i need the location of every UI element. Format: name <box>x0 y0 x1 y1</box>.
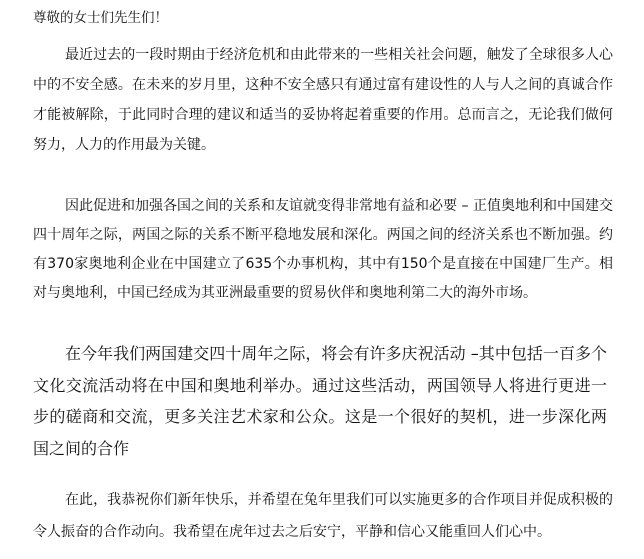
paragraph-economic-crisis: 最近过去的一段时期由于经济危机和由此带来的一些相关社会问题，触发了全球很多人心中的不安全感。在未来的岁月里，这种不安全感只有通过富有建设性的人与人之间的真诚合作才能被解除，于此同时合理的建议和适当的妥协将起着重要的作用。总而言之，无论我们做何努力，人力的作用最为关键。 <box>33 47 613 153</box>
paragraph-bilateral-relations: 因此促进和加强各国之间的关系和友谊就变得非常地有益和必要 – 正值奥地利和中国建交四十周年之际，两国之际的关系不断平稳地发展和深化。两国之间的经济关系也不断加强。约有370家奥地利企业在中国建立了635个办事机构，其中有150个是直接在中国建厂生产。相对与奥地利，中国已经成为其亚洲最重要的贸易伙伴和奥地利第二大的海外市场。 <box>33 198 613 301</box>
salutation: 尊敬的女士们先生们！ <box>33 10 168 26</box>
paragraph-new-year-wishes: 在此，我恭祝你们新年快乐，并希望在兔年里我们可以实施更多的合作项目并促成积极的令人振奋的合作动向。我希望在虎年过去之后安宁，平静和信心又能重回人们心中。 <box>33 492 613 540</box>
paragraph-anniversary-activities: 在今年我们两国建交四十周年之际，将会有许多庆祝活动 –其中包括一百多个文化交流活动将在中国和奥地利举办。通过这些活动，两国领导人将进行更进一步的磋商和交流，更多关注艺术家和公众。这是一个很好的契机，进一步深化两国之间的合作 <box>33 344 607 458</box>
